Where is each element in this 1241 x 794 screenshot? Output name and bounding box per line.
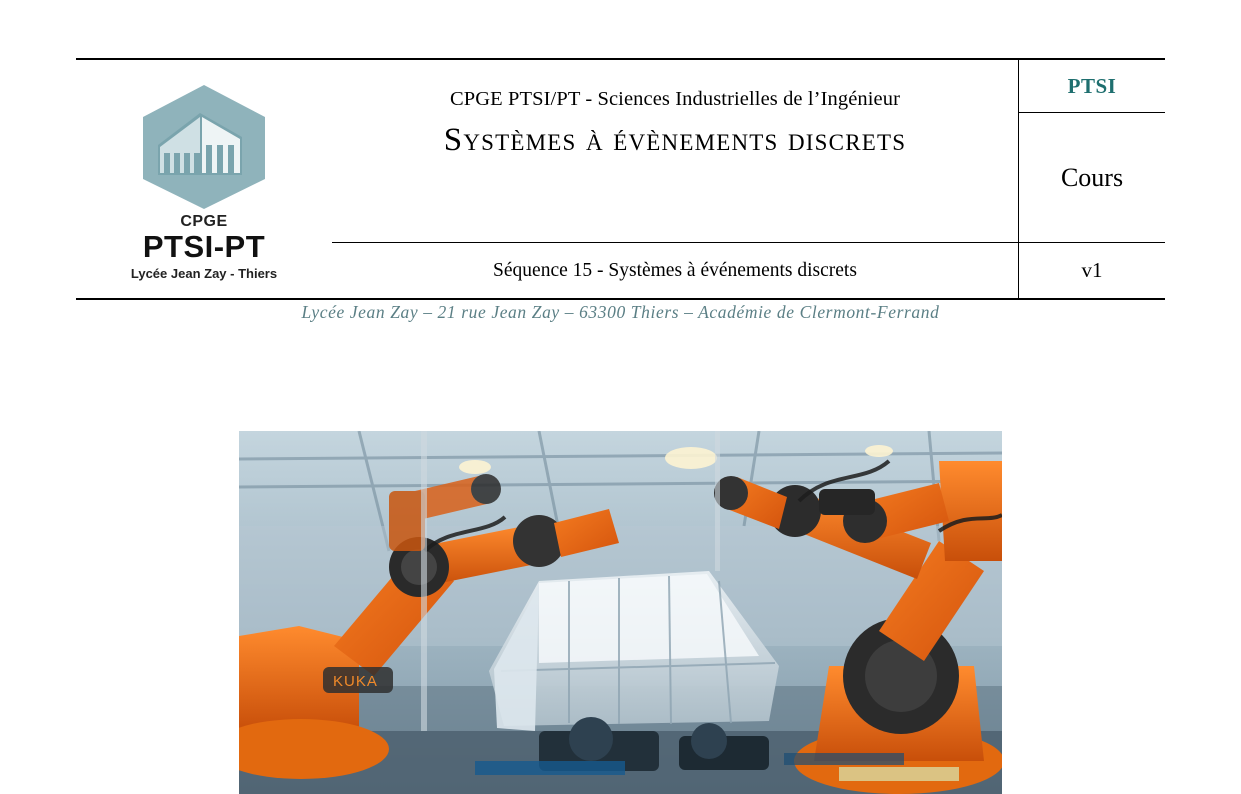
logo-cpge-label: CPGE (180, 212, 228, 230)
document-header (76, 58, 1165, 300)
header-center-cell (332, 60, 1018, 298)
cover-image (239, 431, 1002, 794)
svg-text:KUKA: KUKA (333, 673, 378, 690)
doc-type-label: Cours (1019, 113, 1165, 243)
class-badge: PTSI (1019, 60, 1165, 113)
logo-lycee-label: Lycée Jean Zay - Thiers (130, 265, 278, 281)
header-title-block (332, 60, 1018, 243)
logo-cell (76, 60, 332, 298)
school-address-line: Lycée Jean Zay – 21 rue Jean Zay – 63300 Thiers – Académie de Clermont-Ferrand (301, 302, 940, 322)
page-title: Systèmes à évènements discrets (443, 122, 907, 158)
header-right-cell (1018, 60, 1165, 298)
subject-line: CPGE PTSI/PT - Sciences Industrielles de l’Ingénieur (449, 88, 901, 110)
hexagon-building-icon (138, 83, 270, 211)
version-label: v1 (1081, 258, 1103, 282)
school-logo (114, 77, 294, 281)
sequence-label: Séquence 15 - Systèmes à événements discrets (493, 259, 857, 281)
logo-ptsi-pt-label: PTSI-PT (142, 229, 266, 265)
